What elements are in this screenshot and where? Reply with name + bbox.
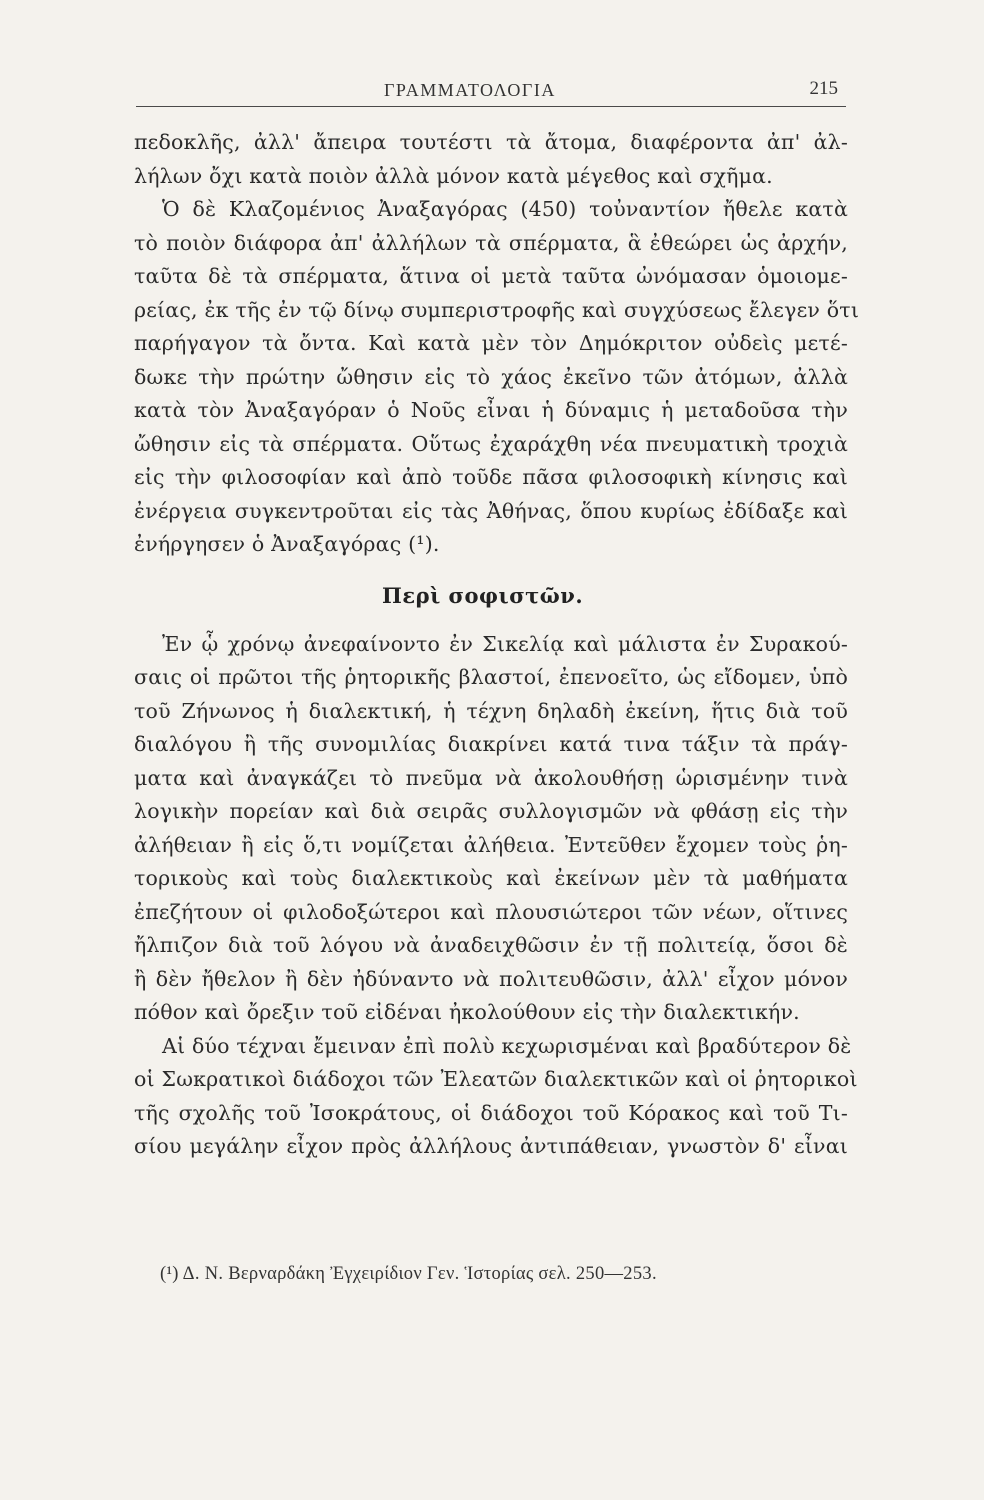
text-line: πεδοκλῆς, ἀλλ' ἄπειρα τουτέστι τὰ ἄτομα, διαφέροντα ἀπ' ἀλ- — [134, 130, 848, 154]
text-line: οἱ Σωκρατικοὶ διάδοχοι τῶν Ἐλεατῶν διαλεκτικῶν καὶ οἱ ῥητορικοὶ — [134, 1067, 858, 1091]
text-line: παρήγαγον τὰ ὄντα. Καὶ κατὰ μὲν τὸν Δημόκριτον οὐδεὶς μετέ- — [134, 331, 848, 355]
text-line: ἐνέργεια συγκεντροῦται εἰς τὰς Ἀθήνας, ὅπου κυρίως ἐδίδαξε καὶ — [134, 498, 848, 523]
text-line: ὤθησιν εἰς τὰ σπέρματα. Οὕτως ἐχαράχθη νέα πνευματικὴ τροχιὰ — [134, 431, 848, 456]
text-line: διαλόγου ἢ τῆς συνομιλίας διακρίνει κατά τινα τάξιν τὰ πράγ- — [134, 732, 848, 756]
text-line: ἐνήργησεν ὁ Ἀναξαγόρας (¹). — [134, 532, 440, 556]
text-line: τῆς σχολῆς τοῦ Ἰσοκράτους, οἱ διάδοχοι τοῦ Κόρακος καὶ τοῦ Τι- — [134, 1100, 848, 1125]
text-line: σίου μεγάλην εἶχον πρὸς ἀλλήλους ἀντιπάθειαν, γνωστὸν δ' εἶναι — [134, 1134, 848, 1158]
text-line: λογικὴν πορείαν καὶ διὰ σειρᾶς συλλογισμῶν νὰ φθάσῃ εἰς τὴν — [134, 799, 848, 823]
text-line: Ὁ δὲ Κλαζομένιος Ἀναξαγόρας (450) τοὐναντίον ἤθελε κατὰ — [162, 197, 848, 221]
text-line: τὸ ποιὸν διάφορα ἀπ' ἀλλήλων τὰ σπέρματα, ἃ ἐθεώρει ὡς ἀρχήν, — [134, 230, 848, 255]
text-line: ρείας, ἐκ τῆς ἐν τῷ δίνῳ συμπεριστροφῆς καὶ συγχύσεως ἔλεγεν ὅτι — [134, 297, 860, 322]
text-line: ἐπεζήτουν οἱ φιλοδοξώτεροι καὶ πλουσιώτεροι τῶν νέων, οἵτινες — [134, 899, 848, 924]
text-line: πόθον καὶ ὄρεξιν τοῦ εἰδέναι ἠκολούθουν εἰς τὴν διαλεκτικήν. — [134, 1000, 800, 1024]
text-line: Ἐν ᾧ χρόνῳ ἀνεφαίνοντο ἐν Σικελίᾳ καὶ μάλιστα ἐν Συρακού- — [162, 631, 848, 656]
text-line: τορικοὺς καὶ τοὺς διαλεκτικοὺς καὶ ἐκείνων μὲν τὰ μαθήματα — [134, 866, 848, 890]
page-number: 215 — [809, 78, 838, 99]
main-text — [134, 126, 860, 1164]
text-line: κατὰ τὸν Ἀναξαγόραν ὁ Νοῦς εἶναι ἡ δύναμις ἡ μεταδοῦσα τὴν — [134, 398, 848, 422]
page-header — [136, 76, 846, 107]
text-line: ἢ δὲν ἤθελον ἢ δὲν ἠδύναντο νὰ πολιτευθῶσιν, ἀλλ' εἶχον μόνον — [134, 966, 848, 991]
text-line: ἤλπιζον διὰ τοῦ λόγου νὰ ἀναδειχθῶσιν ἐν τῇ πολιτείᾳ, ὅσοι δὲ — [134, 933, 848, 957]
text-line: ταῦτα δὲ τὰ σπέρματα, ἅτινα οἱ μετὰ ταῦτα ὠνόμασαν ὁμοιομε- — [134, 264, 848, 288]
text-line: ἀλήθειαν ἢ εἰς ὅ,τι νομίζεται ἀλήθεια. Ἐντεῦθεν ἔχομεν τοὺς ῥη- — [134, 832, 848, 857]
text-line: εἰς τὴν φιλοσοφίαν καὶ ἀπὸ τοῦδε πᾶσα φιλοσοφικὴ κίνησις καὶ — [134, 465, 848, 489]
text-line: σαις οἱ πρῶτοι τῆς ῥητορικῆς βλαστοί, ἐπενοεῖτο, ὡς εἴδομεν, ὑπὸ — [134, 665, 848, 689]
text-line: τοῦ Ζήνωνος ἡ διαλεκτική, ἡ τέχνη δηλαδὴ ἐκείνη, ἥτις διὰ τοῦ — [134, 698, 848, 723]
section-heading: Περὶ σοφιστῶν. — [382, 582, 584, 608]
text-line: ματα καὶ ἀναγκάζει τὸ πνεῦμα νὰ ἀκολουθήσῃ ὡρισμένην τινὰ — [134, 765, 848, 790]
text-line: Αἱ δύο τέχναι ἔμειναν ἐπὶ πολὺ κεχωρισμέναι καὶ βραδύτερον δὲ — [162, 1033, 852, 1058]
running-title: ΓΡΑΜΜΑΤΟΛΟΓΙΑ — [384, 80, 556, 100]
text-line: λήλων ὄχι κατὰ ποιὸν ἀλλὰ μόνον κατὰ μέγεθος καὶ σχῆμα. — [134, 163, 773, 188]
text-line: δωκε τὴν πρώτην ὤθησιν εἰς τὸ χάος ἐκεῖνο τῶν ἀτόμων, ἀλλὰ — [134, 364, 848, 389]
footnote: (¹) Δ. Ν. Βερναρδάκη Ἐγχειρίδιον Γεν. Ἱστορίας σελ. 250—253. — [160, 1264, 657, 1284]
